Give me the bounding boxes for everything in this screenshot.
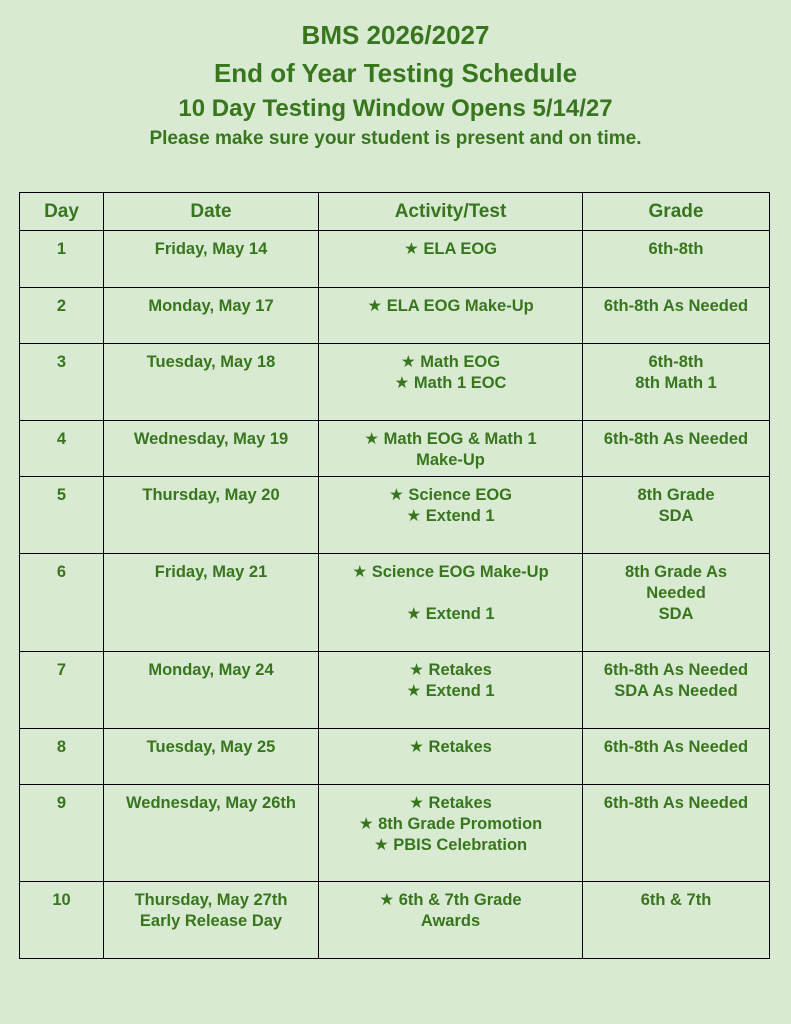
activity-cell: [319, 288, 583, 344]
table-row: [20, 477, 770, 554]
testing-window-subtitle: 10 Day Testing Window Opens 5/14/27: [178, 95, 613, 122]
table-header-row: [20, 193, 770, 231]
grade-text: 6th-8th: [648, 353, 704, 371]
activity-text: Awards: [420, 912, 481, 930]
grade-text: 6th-8th As Needed: [603, 738, 749, 756]
activity-text: ★ ELA EOG: [403, 240, 498, 258]
grade-text: 6th-8th As Needed: [603, 794, 749, 812]
activity-text: ★ 6th & 7th Grade: [379, 891, 522, 909]
date-text: Wednesday, May 26th: [126, 794, 296, 812]
grade-cell: [583, 652, 770, 729]
date-cell: [104, 344, 319, 421]
day-cell: 1: [20, 231, 104, 288]
day-cell: 8: [20, 729, 104, 785]
table-row: [20, 421, 770, 477]
activity-cell: [319, 344, 583, 421]
activity-cell: [319, 785, 583, 882]
activity-cell: [319, 729, 583, 785]
date-cell: [104, 477, 319, 554]
date-text: Friday, May 14: [154, 240, 268, 258]
table-row: [20, 652, 770, 729]
table-row: [20, 882, 770, 959]
grade-cell: [583, 421, 770, 477]
column-header-grade: Grade: [583, 193, 770, 231]
grade-cell: [583, 231, 770, 288]
column-header-day: Day: [20, 193, 104, 231]
grade-cell: [583, 729, 770, 785]
activity-cell: [319, 477, 583, 554]
date-cell: [104, 554, 319, 652]
date-text: Wednesday, May 19: [133, 430, 289, 448]
activity-text: ★ Retakes: [409, 794, 492, 812]
activity-cell: [319, 652, 583, 729]
grade-cell: [583, 344, 770, 421]
grade-text: 6th & 7th: [640, 891, 712, 909]
grade-text: 8th Grade: [637, 486, 715, 504]
date-text: Tuesday, May 18: [146, 353, 276, 371]
activity-text: ★ Math 1 EOC: [394, 374, 507, 392]
date-cell: [104, 288, 319, 344]
date-cell: [104, 785, 319, 882]
date-cell: [104, 882, 319, 959]
grade-text: 8th Grade As: [624, 563, 728, 581]
date-text: Monday, May 24: [148, 661, 274, 679]
day-cell: 7: [20, 652, 104, 729]
grade-text: 8th Math 1: [635, 374, 717, 392]
testing-schedule-table: [19, 192, 770, 959]
date-cell: [104, 421, 319, 477]
grade-cell: [583, 288, 770, 344]
column-header-date: Date: [104, 193, 319, 231]
date-text: Friday, May 21: [154, 563, 268, 581]
grade-text: 6th-8th As Needed: [603, 661, 749, 679]
grade-text: SDA As Needed: [614, 682, 738, 700]
grade-text: 6th-8th As Needed: [603, 430, 749, 448]
activity-text: ★ Science EOG: [388, 486, 512, 504]
attendance-note: Please make sure your student is present and on time.: [149, 128, 642, 149]
activity-text: ★ 8th Grade Promotion: [358, 815, 543, 833]
activity-cell: [319, 882, 583, 959]
date-cell: [104, 231, 319, 288]
school-year-title: BMS 2026/2027: [301, 20, 490, 50]
table-row: [20, 785, 770, 882]
date-text: Thursday, May 27th: [134, 891, 288, 909]
activity-text: ★ PBIS Celebration: [373, 836, 528, 854]
activity-text: ★ Retakes: [409, 661, 492, 679]
day-cell: 4: [20, 421, 104, 477]
grade-text: 6th-8th As Needed: [603, 297, 749, 315]
grade-text: SDA: [658, 605, 694, 623]
activity-text: ★ Extend 1: [406, 682, 495, 700]
day-cell: 10: [20, 882, 104, 959]
grade-text: 6th-8th: [648, 240, 704, 258]
table-row: [20, 344, 770, 421]
day-cell: 5: [20, 477, 104, 554]
activity-cell: [319, 421, 583, 477]
schedule-title: End of Year Testing Schedule: [213, 58, 578, 88]
grade-cell: [583, 477, 770, 554]
activity-cell: [319, 231, 583, 288]
day-cell: 2: [20, 288, 104, 344]
activity-text: Make-Up: [416, 451, 485, 469]
date-cell: [104, 729, 319, 785]
activity-blank-line: [319, 583, 582, 604]
activity-text: ★ Retakes: [409, 738, 492, 756]
day-cell: 9: [20, 785, 104, 882]
date-text: Monday, May 17: [148, 297, 274, 315]
activity-text: ★ Math EOG & Math 1: [364, 430, 537, 448]
table-row: [20, 288, 770, 344]
column-header-activity: Activity/Test: [319, 193, 583, 231]
grade-cell: [583, 882, 770, 959]
date-text: Thursday, May 20: [142, 486, 280, 504]
activity-text: ★ Extend 1: [406, 605, 495, 623]
activity-text: ★ ELA EOG Make-Up: [367, 297, 534, 315]
activity-text: ★ Extend 1: [406, 507, 495, 525]
grade-text: Needed: [646, 584, 706, 602]
grade-cell: [583, 554, 770, 652]
table-row: [20, 729, 770, 785]
grade-text: SDA: [658, 507, 694, 525]
date-note: Early Release Day: [139, 912, 283, 930]
activity-text: ★ Science EOG Make-Up: [352, 563, 549, 581]
activity-cell: [319, 554, 583, 652]
table-row: [20, 231, 770, 288]
day-cell: 6: [20, 554, 104, 652]
document-header: [0, 16, 791, 152]
activity-text: ★ Math EOG: [400, 353, 501, 371]
date-cell: [104, 652, 319, 729]
grade-cell: [583, 785, 770, 882]
table-row: [20, 554, 770, 652]
day-cell: 3: [20, 344, 104, 421]
date-text: Tuesday, May 25: [146, 738, 276, 756]
